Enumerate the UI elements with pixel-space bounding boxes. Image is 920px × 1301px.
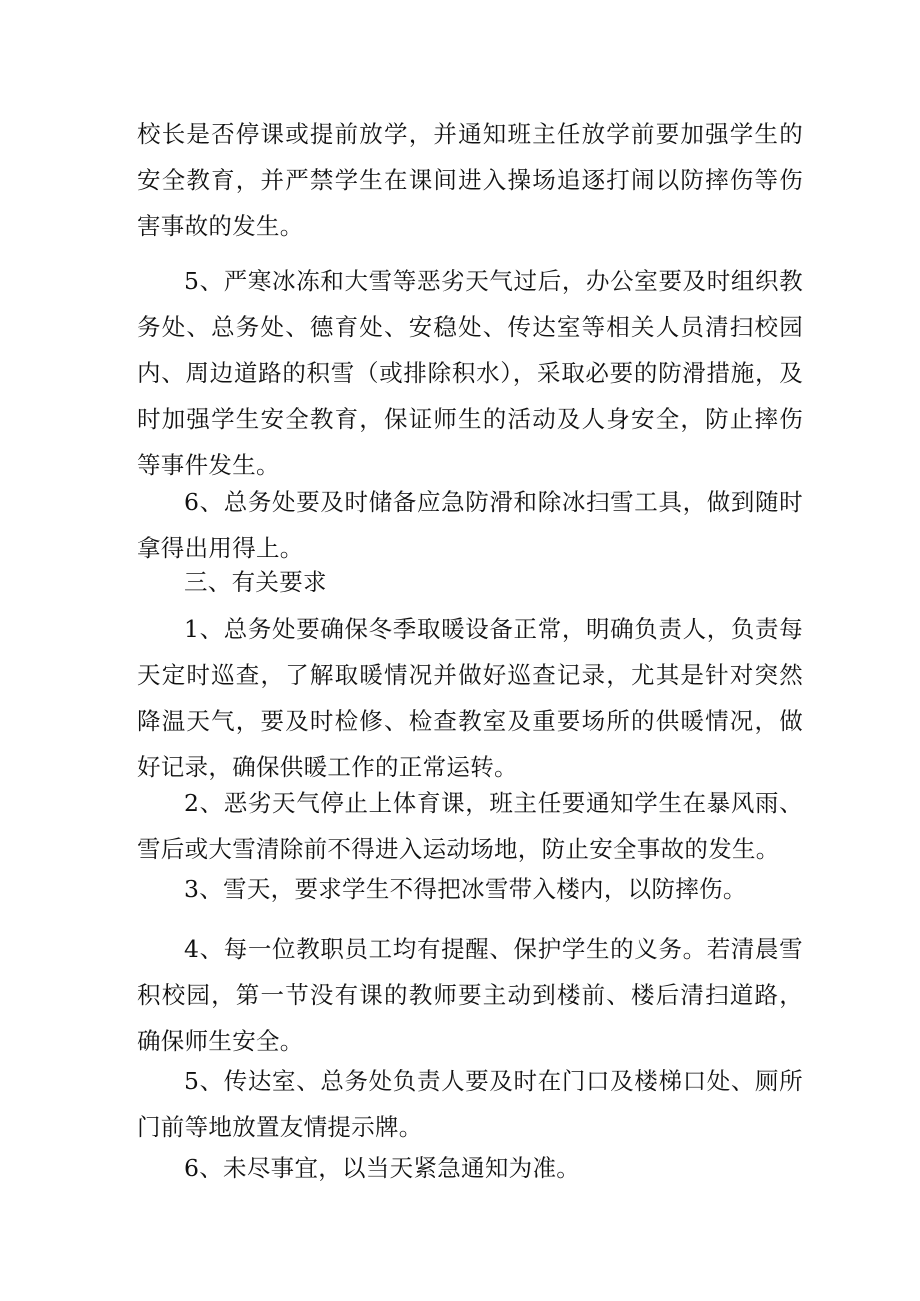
- paragraph-requirement-3: [137, 866, 803, 912]
- paragraph-text: 6、总务处要及时储备应急防滑和除冰扫雪工具，做到随时拿得出用得上。: [137, 488, 803, 562]
- paragraph-text: 2、恶劣天气停止上体育课，班主任要通知学生在暴风雨、雪后或大雪清除前不得进入运动场地，防止安全事故的发生。: [137, 789, 803, 863]
- paragraph-text: 3、雪天，要求学生不得把冰雪带入楼内，以防摔伤。: [184, 875, 747, 903]
- paragraph-text: 校长是否停课或提前放学，并通知班主任放学前要加强学生的安全教育，并严禁学生在课间进入操场追逐打闹以防摔伤等伤害事故的发生。: [137, 120, 803, 240]
- paragraph-requirement-5: [137, 1058, 803, 1150]
- paragraph-item-6-tools: [137, 479, 803, 571]
- paragraph-continuation: [137, 111, 803, 249]
- paragraph-requirement-1: [137, 606, 803, 790]
- paragraph-text: 6、未尽事宜，以当天紧急通知为准。: [184, 1154, 581, 1182]
- paragraph-text: 1、总务处要确保冬季取暖设备正常，明确负责人，负责每天定时巡查，了解取暖情况并做好巡查记录，尤其是针对突然降温天气，要及时检修、检查教室及重要场所的供暖情况，做好记录，确保供暖工作的正常运转。: [137, 615, 803, 781]
- paragraph-item-5-clearing: [137, 258, 803, 488]
- paragraph-requirement-4: [137, 926, 803, 1064]
- section-heading-requirements: [137, 559, 803, 605]
- paragraph-requirement-2: [137, 780, 803, 872]
- section-heading-text: 三、有关要求: [184, 568, 327, 596]
- paragraph-text: 5、传达室、总务处负责人要及时在门口及楼梯口处、厕所门前等地放置友情提示牌。: [137, 1067, 803, 1141]
- paragraph-requirement-6: [137, 1145, 803, 1191]
- paragraph-text: 5、严寒冰冻和大雪等恶劣天气过后，办公室要及时组织教务处、总务处、德育处、安稳处、传达室等相关人员清扫校园内、周边道路的积雪（或排除积水），采取必要的防滑措施，及时加强学生安全教育，保证师生的活动及人身安全，防止摔伤等事件发生。: [137, 267, 803, 479]
- paragraph-text: 4、每一位教职员工均有提醒、保护学生的义务。若清晨雪积校园，第一节没有课的教师要主动到楼前、楼后清扫道路，确保师生安全。: [137, 935, 803, 1055]
